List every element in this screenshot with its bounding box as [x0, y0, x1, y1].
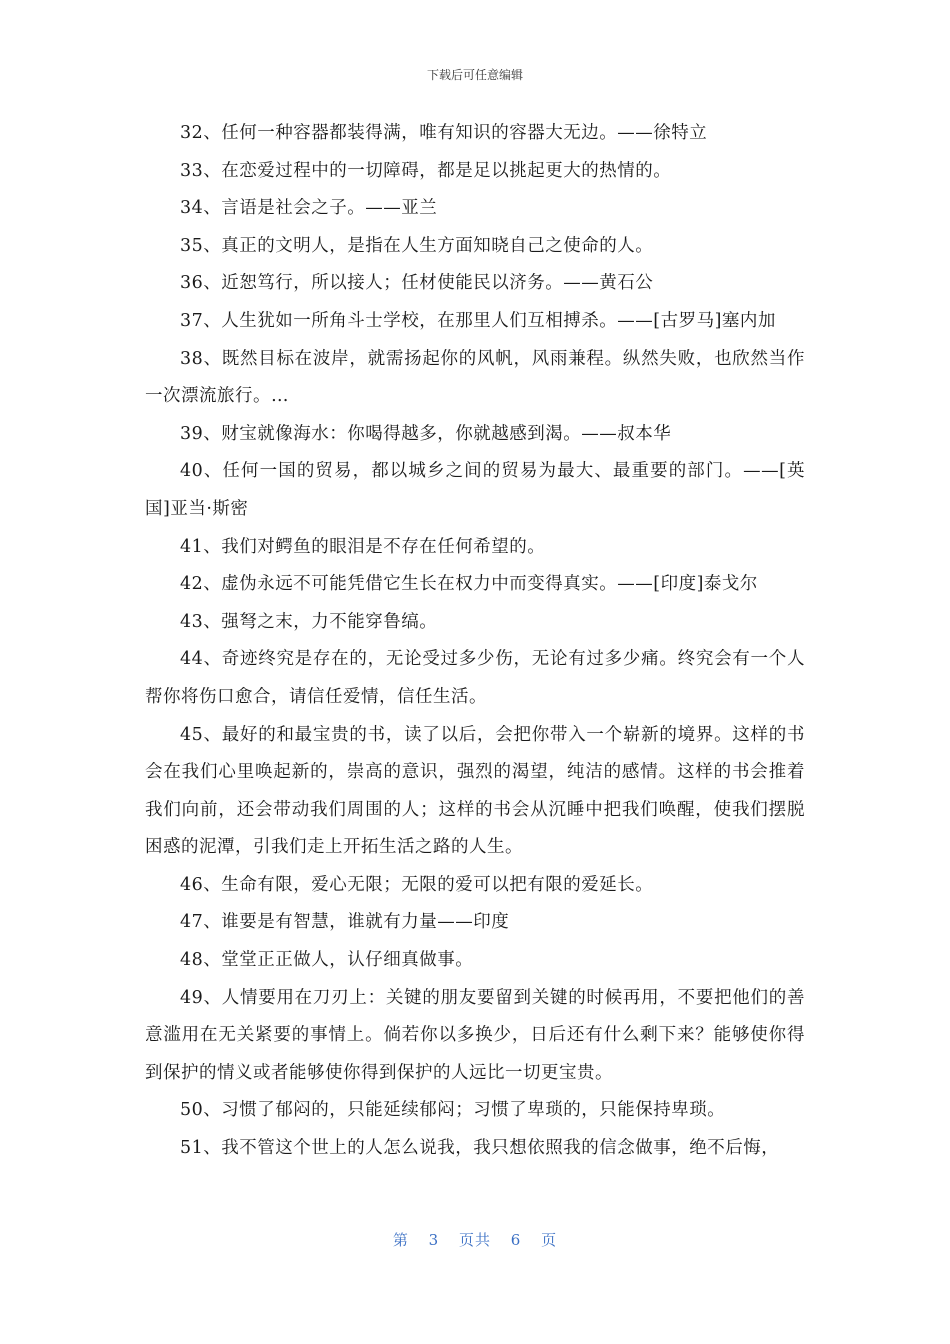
- paragraph: 33、在恋爱过程中的一切障碍，都是足以挑起更大的热情的。: [180, 160, 672, 181]
- current-page-number: 3: [428, 1231, 440, 1249]
- paragraph: 47、谁要是有智慧，谁就有力量——印度: [180, 912, 510, 933]
- paragraph: 34、言语是社会之子。——亚兰: [180, 198, 438, 219]
- paragraph: 37、人生犹如一所角斗士学校，在那里人们互相搏杀。——[古罗马]塞内加: [180, 310, 776, 331]
- paragraph: 46、生命有限，爱心无限；无限的爱可以把有限的爱延长。: [180, 874, 654, 895]
- footer-suffix: 页: [541, 1231, 558, 1249]
- page-footer: [0, 1229, 950, 1250]
- footer-prefix: 第: [392, 1231, 409, 1249]
- paragraph: 38、既然目标在波岸，就需扬起你的风帆，风雨兼程。纵然失败，也欣然当作一次漂流旅行。…: [145, 348, 805, 407]
- paragraph: 44、奇迹终究是存在的，无论受过多少伤，无论有过多少痛。终究会有一个人帮你将伤口愈合，请信任爱情，信任生活。: [145, 649, 805, 707]
- paragraph: 50、习惯了郁闷的，只能延续郁闷；习惯了卑琐的，只能保持卑琐。: [180, 1100, 726, 1121]
- paragraph: 49、人情要用在刀刃上：关键的朋友要留到关键的时候再用，不要把他们的善意滥用在无关紧要的事情上。倘若你以多换少，日后还有什么剩下来？能够使你得到保护的情义或者能够使你得到保护的人远比一切更宝贵。: [145, 987, 805, 1083]
- page-header: 下载后可任意编辑: [426, 68, 523, 82]
- paragraph: 48、堂堂正正做人，认仔细真做事。: [180, 950, 474, 971]
- paragraph: 35、真正的文明人，是指在人生方面知晓自己之使命的人。: [180, 235, 654, 256]
- paragraph: 39、财宝就像海水：你喝得越多，你就越感到渴。——叔本华: [180, 423, 672, 444]
- total-pages-number: 6: [510, 1231, 522, 1249]
- paragraph: 40、任何一国的贸易，都以城乡之间的贸易为最大、最重要的部门。——[英国]亚当·斯密: [145, 461, 805, 519]
- paragraph: 51、我不管这个世上的人怎么说我，我只想依照我的信念做事，绝不后悔，: [180, 1138, 780, 1159]
- paragraph: 42、虚伪永远不可能凭借它生长在权力中而变得真实。——[印度]泰戈尔: [180, 574, 758, 595]
- paragraph: 32、任何一种容器都装得满，唯有知识的容器大无边。——徐特立: [180, 123, 708, 143]
- paragraph: 36、近恕笃行，所以接人；任材使能民以济务。——黄石公: [180, 273, 654, 294]
- footer-middle: 页共: [458, 1231, 491, 1249]
- paragraph: 41、我们对鳄鱼的眼泪是不存在任何希望的。: [180, 536, 546, 557]
- document-body: [145, 115, 805, 1168]
- paragraph: 45、最好的和最宝贵的书，读了以后，会把你带入一个崭新的境界。这样的书会在我们心里唤起新的，崇高的意识，强烈的渴望，纯洁的感情。这样的书会推着我们向前，还会带动我们周围的人；这样的书会从沉睡中把我们唤醒，使我们摆脱困惑的泥潭，引我们走上开拓生活之路的人生。: [145, 724, 805, 858]
- paragraph: 43、强弩之末，力不能穿鲁缟。: [180, 611, 438, 632]
